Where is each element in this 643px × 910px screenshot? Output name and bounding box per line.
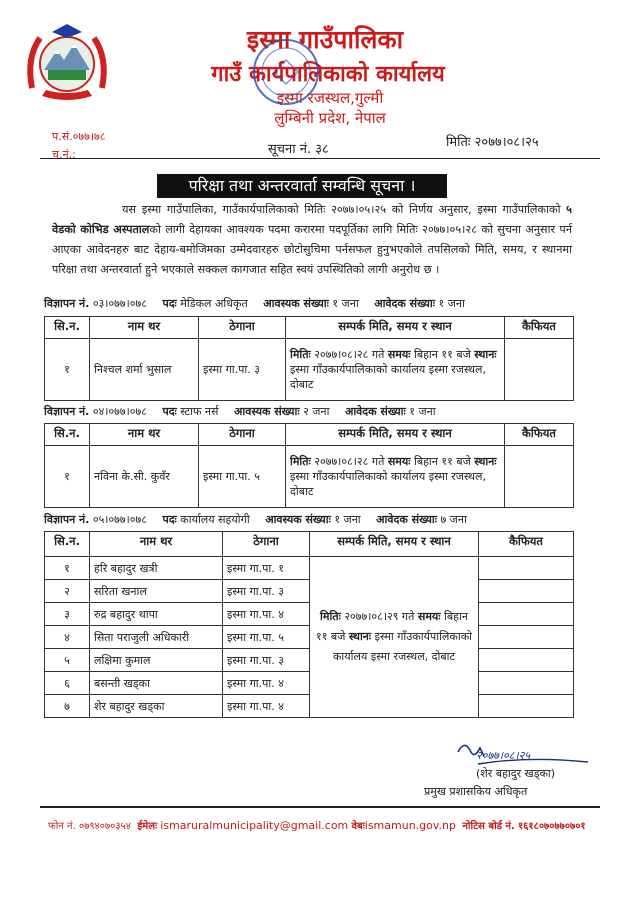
advertisement-header <box>44 404 436 419</box>
signature-date: २०७७।०८।२५ <box>476 749 531 762</box>
col-header-name: नाम थर <box>90 532 223 557</box>
schedule-time: बिहान ११ बजे <box>315 610 468 643</box>
cell-sn: ३ <box>45 603 90 626</box>
cell-remarks <box>479 672 574 695</box>
cell-schedule <box>310 557 479 718</box>
table-row <box>45 339 574 401</box>
required-count: २ जना <box>303 405 330 418</box>
cell-name: नविना के.सी. कुवँर <box>90 446 199 508</box>
schedule-date: २०७७।०८।२९ गते <box>340 610 418 623</box>
cell-address: इस्मा गा.पा. ५ <box>223 626 310 649</box>
cell-remarks <box>479 626 574 649</box>
cell-address: इस्मा गा.पा. ३ <box>223 649 310 672</box>
office-location: इस्मा रजस्थल,गुल्मी <box>276 89 384 107</box>
email-address: ismaruralmunicipality@gmail.com <box>160 819 349 832</box>
schedule-time-label: समयः <box>387 455 411 468</box>
cell-name: बसन्ती खड्का <box>90 672 223 695</box>
intro-text-bold: ५ वेडको कोभिड अस्पताल <box>52 203 572 236</box>
schedule-time: बिहान ११ बजे <box>410 455 475 468</box>
col-header-address: ठेगाना <box>223 532 310 557</box>
cell-remarks <box>479 603 574 626</box>
cell-name: रुद्र बहादुर थापा <box>90 603 223 626</box>
schedule-place-label: स्थानः <box>474 348 497 361</box>
cell-name: हरि बहादुर खत्री <box>90 557 223 580</box>
notice-board-number: १६१८०७०७७०७०१ <box>518 821 586 832</box>
adv-no-label: विज्ञापन नं. <box>44 513 90 526</box>
web-label: वेबः <box>351 821 365 832</box>
office-stamp-icon <box>250 36 322 108</box>
cell-address: इस्मा गा.पा. ४ <box>223 672 310 695</box>
post-name: स्टाफ नर्स <box>180 405 219 418</box>
cell-address: इस्मा गा.पा. १ <box>223 557 310 580</box>
col-header-remarks: कैफियत <box>505 424 574 446</box>
cell-name: लक्षिमा कुमाल <box>90 649 223 672</box>
cell-name: सिता पराजुली अधिकारी <box>90 626 223 649</box>
adv-no-label: विज्ञापन नं. <box>44 297 90 310</box>
adv-no: ०५।०७७।०७८ <box>92 513 147 526</box>
col-header-contact: सम्पर्क मिति, समय र स्थान <box>310 532 479 557</box>
phone-label: फोन नं. <box>48 821 76 832</box>
col-header-name: नाम थर <box>90 424 199 446</box>
notice-title: परिक्षा तथा अन्तरवार्ता सम्वन्धि सूचना । <box>157 174 447 198</box>
cell-schedule <box>286 446 505 508</box>
col-header-name: नाम थर <box>90 317 199 339</box>
cell-name: शेर बहादुर खड्का <box>90 695 223 718</box>
col-header-remarks: कैफियत <box>479 532 574 557</box>
table-row <box>45 603 574 626</box>
office-title: गाउँ कार्यपालिकाको कार्यालय <box>211 62 445 87</box>
cell-remarks <box>479 580 574 603</box>
cell-name: निश्चल शर्मा भुसाल <box>90 339 199 401</box>
col-header-sn: सि.न. <box>45 424 90 446</box>
cell-sn: १ <box>45 339 90 401</box>
col-header-address: ठेगाना <box>199 424 286 446</box>
schedule-date-label: मितिः <box>320 610 341 623</box>
cell-sn: ४ <box>45 626 90 649</box>
cell-sn: ७ <box>45 695 90 718</box>
notice-number: सूचना नं. ३८ <box>268 142 329 157</box>
footer-divider <box>40 806 600 808</box>
cell-remarks <box>479 695 574 718</box>
notice-date: मितिः २०७७।०८।२५ <box>446 135 539 150</box>
schedule-place: इस्मा गाँउकार्यपालिकाको कार्यालय इस्मा रजस्थल, दोबाट <box>290 363 487 391</box>
cell-sn: २ <box>45 580 90 603</box>
candidates-table <box>44 423 574 508</box>
cell-remarks <box>479 557 574 580</box>
province-name: लुम्बिनी प्रदेश, नेपाल <box>274 109 386 127</box>
nepal-emblem-icon <box>22 18 112 106</box>
post-label: पदः <box>162 405 177 418</box>
schedule-time: बिहान ११ बजे <box>410 348 475 361</box>
table-row <box>45 672 574 695</box>
applicant-count: ७ जना <box>440 513 467 526</box>
website: ismamun.gov.np <box>364 819 456 832</box>
municipality-title: इस्मा गाउँपालिका <box>246 25 404 54</box>
required-label: आवस्यक संख्याः <box>263 297 329 310</box>
col-header-sn: सि.न. <box>45 532 90 557</box>
col-header-sn: सि.न. <box>45 317 90 339</box>
table-row <box>45 446 574 508</box>
advertisement-header <box>44 512 467 527</box>
cell-remarks <box>505 339 574 401</box>
cell-address: इस्मा गा.पा. ४ <box>223 603 310 626</box>
required-label: आवस्यक संख्याः <box>265 513 331 526</box>
cell-address: इस्मा गा.पा. ३ <box>199 339 286 401</box>
col-header-remarks: कैफियत <box>505 317 574 339</box>
schedule-date-label: मितिः <box>290 348 311 361</box>
cell-address: इस्मा गा.पा. ५ <box>199 446 286 508</box>
notice-board-label: नोटिस बोर्ड नं. <box>462 821 515 832</box>
cell-remarks <box>505 446 574 508</box>
cell-sn: १ <box>45 557 90 580</box>
cell-sn: ६ <box>45 672 90 695</box>
footer-contact <box>48 818 586 832</box>
table-row <box>45 626 574 649</box>
schedule-date: २०७७।०८।२८ गते <box>310 348 388 361</box>
phone-number: ०७९४०७०३५४ <box>78 821 131 832</box>
applicants-label: आवेदक संख्याः <box>344 405 406 418</box>
cell-remarks <box>479 649 574 672</box>
cell-address: इस्मा गा.पा. ३ <box>223 580 310 603</box>
post-name: कार्यालय सहयोगी <box>180 513 250 526</box>
adv-no-label: विज्ञापन नं. <box>44 405 90 418</box>
header-divider <box>40 158 600 159</box>
cell-name: सरिता खनाल <box>90 580 223 603</box>
adv-no: ०३।०७७।०७८ <box>92 297 147 310</box>
candidates-table <box>44 531 574 718</box>
col-header-address: ठेगाना <box>199 317 286 339</box>
schedule-time-label: समयः <box>417 610 441 623</box>
dispatch-number: च.नं.: <box>52 148 76 161</box>
signatory-name: (शेर बहादुर खड्का) <box>476 767 556 780</box>
intro-text-b: को लागी देहायका आवश्यक पदमा करारमा पदपूर्तिका लागि मितिः २०७७।०५।२८ को सुचना अनुसार पर्न आएका आवेदनहरु बाट देहाय-बमोजिमका उम्मेदवारहरु छोटोसुचिमा पर्नसफल हुनुभएकोले तपसिलको मिति, समय, र स्थानमा परिक्षा तथा अन्तरवार्ता हुने भएकाले सक्कल कागजात सहित स्वयं उपस्थितिको लागी अनुरोध छ । <box>52 223 572 276</box>
required-count: १ जना <box>332 297 359 310</box>
post-name: मेडिकल अधिकृत <box>180 297 248 310</box>
intro-paragraph <box>52 200 572 280</box>
col-header-contact: सम्पर्क मिति, समय र स्थान <box>286 317 505 339</box>
advertisement-header <box>44 296 465 311</box>
post-label: पदः <box>162 513 177 526</box>
schedule-place-label: स्थानः <box>474 455 497 468</box>
cell-sn: ५ <box>45 649 90 672</box>
signatory-post: प्रमुख प्रशासकिय अधिकृत <box>424 785 528 798</box>
cell-schedule <box>286 339 505 401</box>
applicant-count: १ जना <box>438 297 465 310</box>
applicant-count: १ जना <box>409 405 436 418</box>
required-label: आवस्यक संख्याः <box>233 405 300 418</box>
email-label: ईमेलः <box>137 821 158 832</box>
adv-no: ०४।०७७।०७८ <box>92 405 147 418</box>
table-row <box>45 695 574 718</box>
intro-text-a: यस इस्मा गाउँपालिका, गाउँकार्यपालिकाको मितिः २०७७।०५।२५ को निर्णय अनुसार, इस्मा गाउँपालिकाको <box>122 203 567 216</box>
post-label: पदः <box>162 297 177 310</box>
schedule-place-label: स्थानः <box>348 630 372 643</box>
schedule-place: इस्मा गाँउकार्यपालिकाको कार्यालय इस्मा रजस्थल, दोबाट <box>332 630 472 663</box>
letter-number: प.सं.०७७।७८ <box>52 130 106 143</box>
cell-sn: १ <box>45 446 90 508</box>
cell-address: इस्मा गा.पा. ४ <box>223 695 310 718</box>
table-row <box>45 649 574 672</box>
schedule-place: इस्मा गाँउकार्यपालिकाको कार्यालय इस्मा रजस्थल, दोबाट <box>290 470 487 498</box>
candidates-table <box>44 316 574 401</box>
required-count: १ जना <box>334 513 361 526</box>
applicants-label: आवेदक संख्याः <box>374 297 435 310</box>
applicants-label: आवेदक संख्याः <box>376 513 437 526</box>
schedule-date: २०७७।०८।२८ गते <box>310 455 388 468</box>
schedule-date-label: मितिः <box>290 455 311 468</box>
col-header-contact: सम्पर्क मिति, समय र स्थान <box>286 424 505 446</box>
table-row <box>45 580 574 603</box>
table-row <box>45 557 574 580</box>
schedule-time-label: समयः <box>387 348 411 361</box>
